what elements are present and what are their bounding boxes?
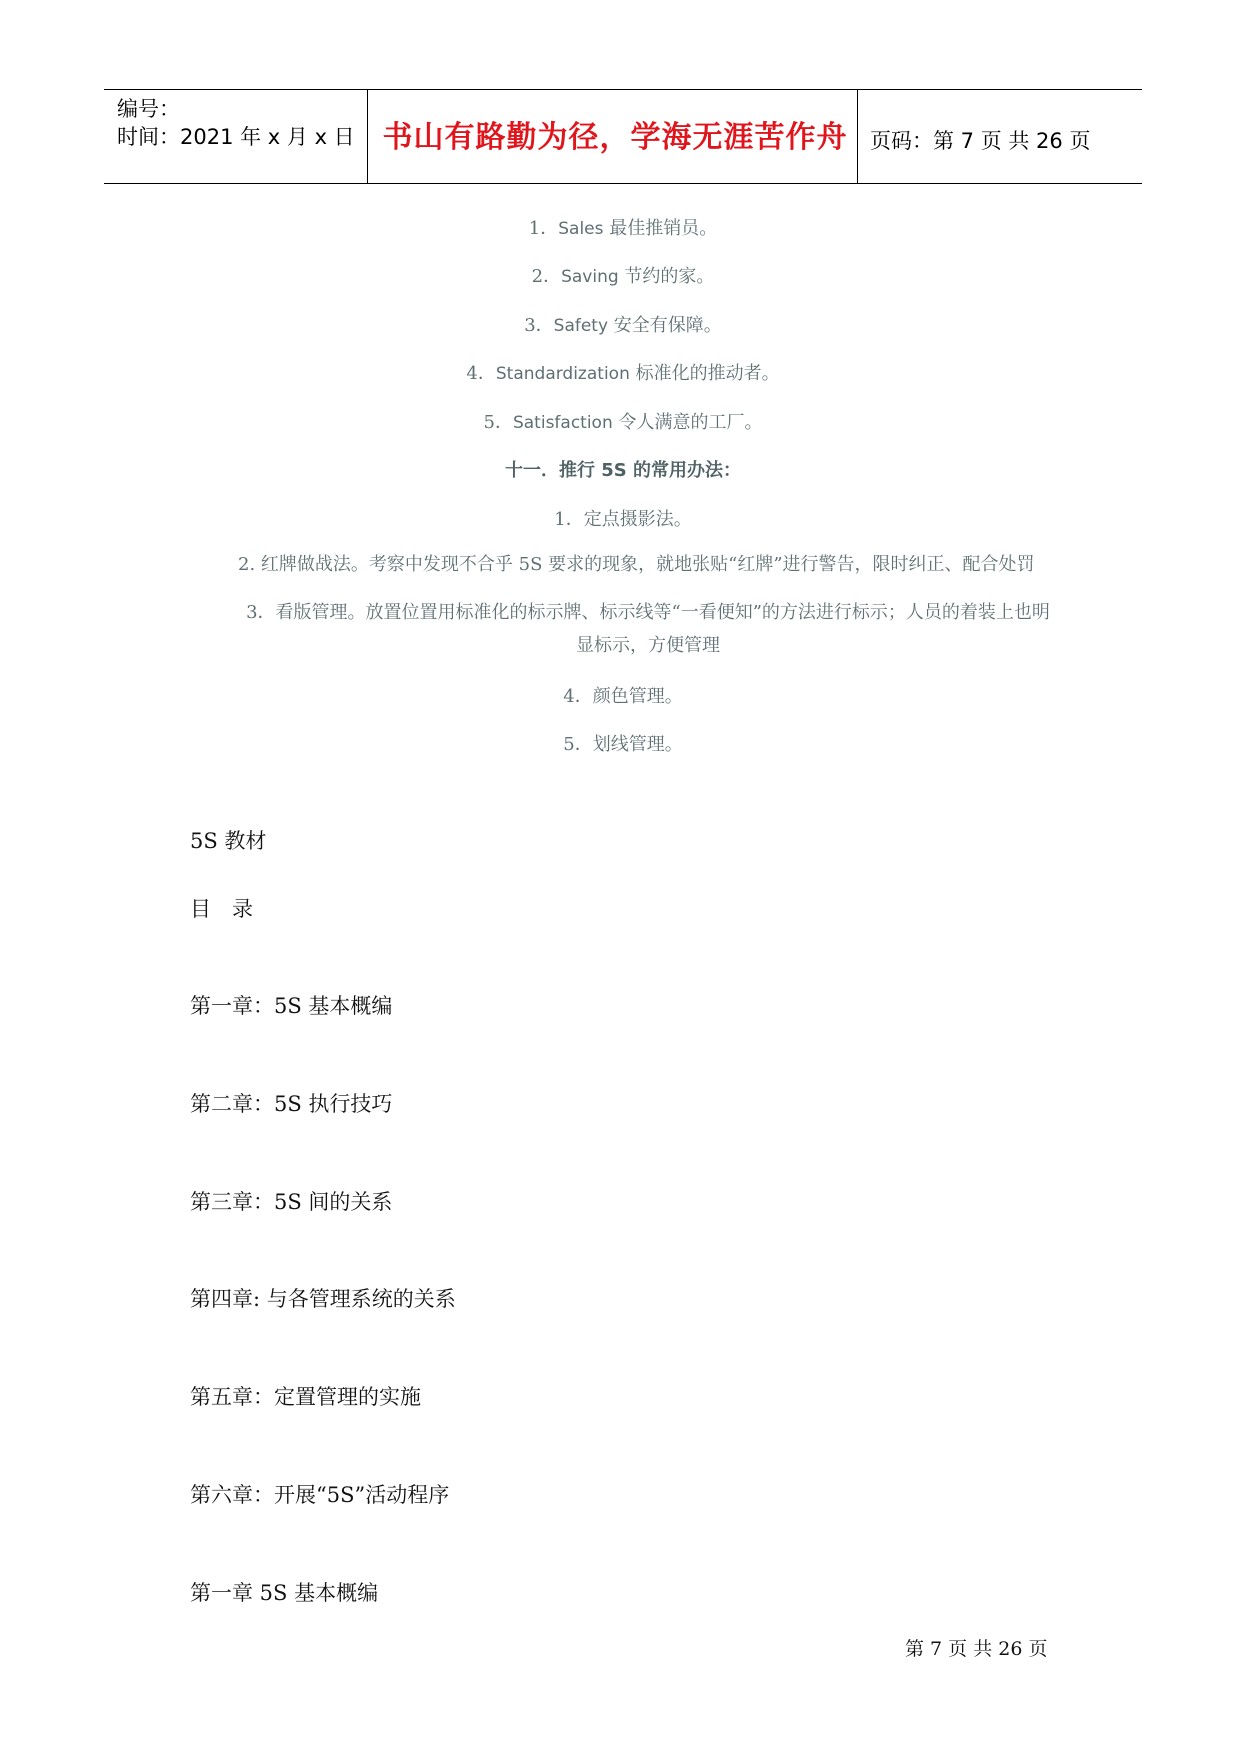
doc-number-label: 编号： xyxy=(117,97,180,121)
header-top-rule xyxy=(104,89,1142,90)
header-motto: 书山有路勤为径，学海无涯苦作舟 xyxy=(382,120,848,155)
toc-chapter: 第六章：开展“5S”活动程序 xyxy=(190,1483,450,1507)
method-item: 2. 红牌做战法。考察中发现不合乎 5S 要求的现象，就地张贴“红牌”进行警告，限时纠正、配合处罚 xyxy=(238,554,1035,575)
method-item: 1．定点摄影法。 xyxy=(554,509,692,530)
benefit-item: 1．Sales 最佳推销员。 xyxy=(528,218,718,239)
header-divider-left xyxy=(367,89,368,184)
toc-title: 目 录 xyxy=(190,897,253,921)
page-footer: 第 7 页 共 26 页 xyxy=(905,1638,1048,1660)
toc-chapter: 第四章: 与各管理系统的关系 xyxy=(190,1287,456,1311)
header-bottom-rule xyxy=(104,183,1142,184)
method-item: 4．颜色管理。 xyxy=(563,686,683,707)
benefit-item: 5．Satisfaction 令人满意的工厂。 xyxy=(483,412,763,433)
chapter-heading: 第一章 5S 基本概编 xyxy=(190,1581,379,1605)
toc-chapter: 第二章：5S 执行技巧 xyxy=(190,1092,393,1116)
benefit-item: 2．Saving 节约的家。 xyxy=(531,266,715,287)
method-item: 5．划线管理。 xyxy=(563,734,683,755)
page-number-label: 页码：第 7 页 共 26 页 xyxy=(870,129,1091,153)
toc-chapter: 第三章：5S 间的关系 xyxy=(190,1190,393,1214)
doc-time-label: 时间：2021 年 x 月 x 日 xyxy=(117,125,355,149)
toc-chapter: 第一章：5S 基本概编 xyxy=(190,994,393,1018)
method-item: 3．看版管理。放置位置用标准化的标示牌、标示线等“一看便知”的方法进行标示；人员的着装上也明显标示，方便管理 xyxy=(246,602,1050,656)
section-heading: 十一．推行 5S 的常用办法： xyxy=(504,460,742,481)
benefit-item: 4．Standardization 标准化的推动者。 xyxy=(466,363,780,384)
toc-chapter: 第五章：定置管理的实施 xyxy=(190,1385,421,1409)
benefit-item: 3．Safety 安全有保障。 xyxy=(524,315,722,336)
material-title: 5S 教材 xyxy=(190,829,267,853)
